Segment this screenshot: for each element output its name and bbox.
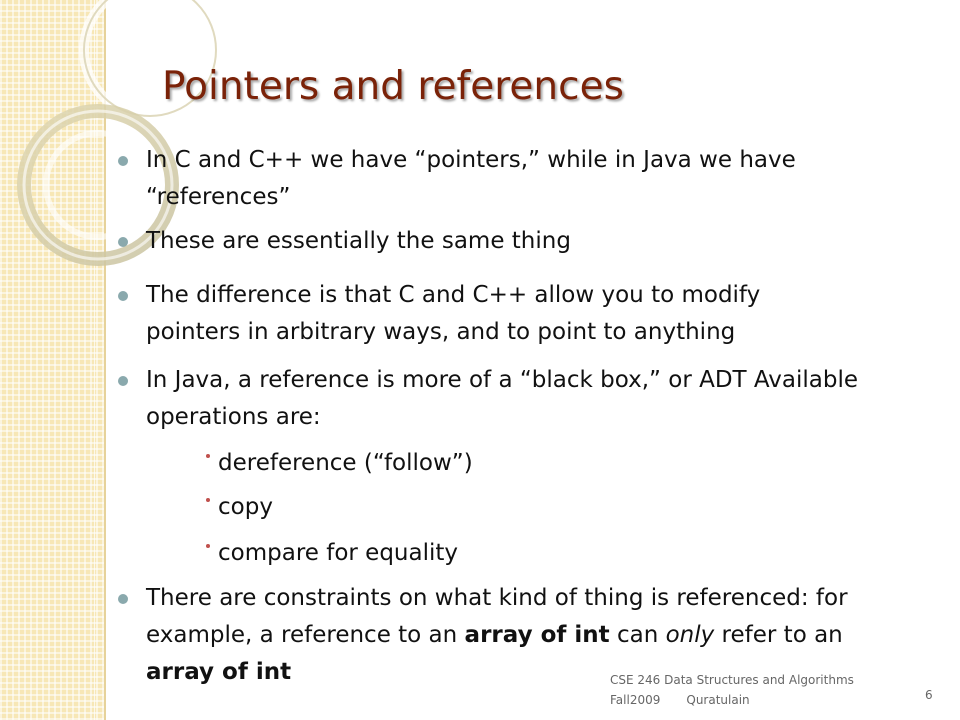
sub-bullet-item [206,489,273,526]
slide-footer [610,670,854,710]
sub-bullet-item [206,535,458,572]
italic-term: only [665,622,715,648]
bullet-line: There are constraints on what kind of thing is referenced: for [146,585,848,611]
bullet-dot-icon [118,376,128,386]
sub-bullet-item [206,445,473,482]
bullet-line: In Java, a reference is more of a “black box,” or ADT Available [146,367,859,393]
footer-author: Quratulain [686,693,750,707]
bullet-line: These are essentially the same thing [146,228,571,254]
text-run: refer to an [714,622,843,648]
sub-bullet-dot-icon [206,498,210,502]
sub-bullet-dot-icon [206,454,210,458]
sub-bullet-text: copy [218,494,273,520]
bullet-line: “references” [146,184,291,210]
slide-title: Pointers and references [162,64,624,109]
footer-term: Fall2009 [610,693,661,707]
bold-term: array of int [146,659,292,685]
sub-bullet-dot-icon [206,544,210,548]
footer-course: CSE 246 Data Structures and Algorithms [610,673,854,687]
bullet-line: In C and C++ we have “pointers,” while in Java we have [146,147,796,173]
page-number: 6 [925,688,933,702]
sub-bullet-text: compare for equality [218,540,458,566]
bullet-line: operations are: [146,404,321,430]
text-run: example, a reference to an [146,622,465,648]
bullet-line: pointers in arbitrary ways, and to point to anything [146,319,736,345]
bullet-dot-icon [118,156,128,166]
bullet-dot-icon [118,237,128,247]
bold-term: array of int [464,622,610,648]
bullet-dot-icon [118,291,128,301]
bullet-line: The difference is that C and C++ allow you to modify [146,282,761,308]
sub-bullet-text: dereference (“follow”) [218,450,473,476]
bullet-line [146,617,946,654]
bullet-dot-icon [118,594,128,604]
text-run: can [609,622,666,648]
